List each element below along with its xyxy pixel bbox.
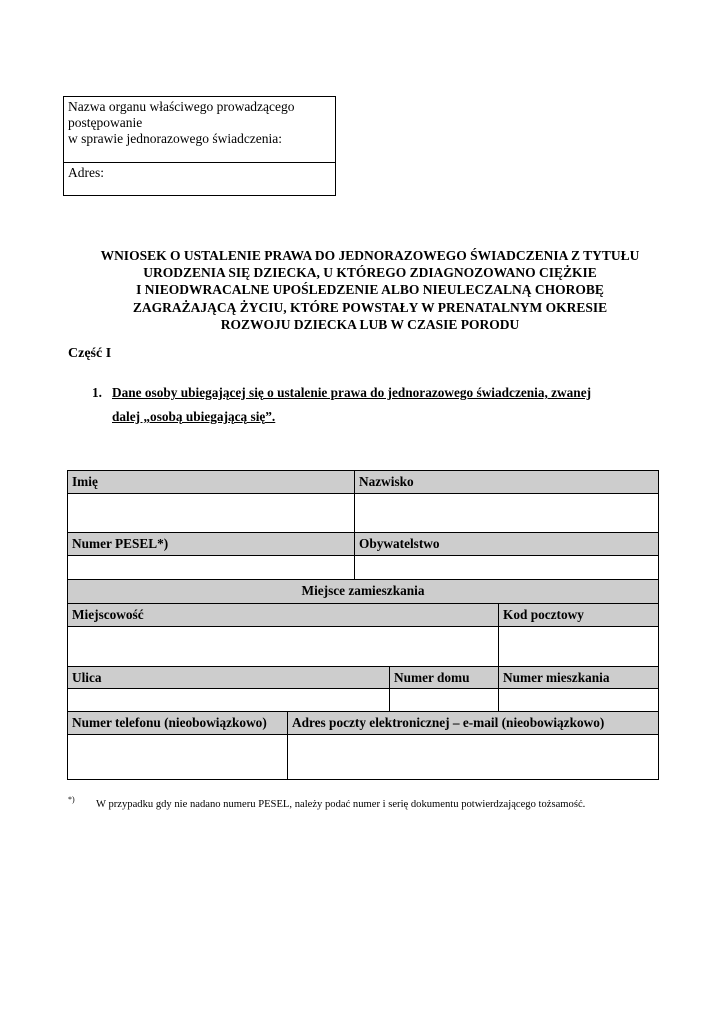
authority-name-line-2: postępowanie <box>68 115 143 130</box>
footnote-text: W przypadku gdy nie nadano numeru PESEL, należy podać numer i serię dokumentu potwierdzającego tożsamość. <box>96 799 586 810</box>
title-line-2: URODZENIA SIĘ DZIECKA, U KTÓREGO ZDIAGNOZOWANO CIĘŻKIE <box>143 265 597 281</box>
house-number-input[interactable] <box>389 688 499 712</box>
pesel-input[interactable] <box>67 555 355 580</box>
section-heading-line-2: dalej „osobą ubiegającą się”. <box>112 409 276 424</box>
phone-input[interactable] <box>67 734 288 780</box>
email-label: Adres poczty elektronicznej – e-mail (nieobowiązkowo) <box>287 711 659 735</box>
street-input[interactable] <box>67 688 390 712</box>
authority-address-field[interactable] <box>64 163 335 183</box>
email-input[interactable] <box>287 734 659 780</box>
form-title <box>40 247 700 333</box>
authority-box <box>63 96 336 196</box>
first-name-input[interactable] <box>67 493 355 533</box>
postal-code-input[interactable] <box>498 626 659 667</box>
section-number: 1. <box>92 385 102 400</box>
apartment-number-label: Numer mieszkania <box>498 666 659 689</box>
title-line-4: ZAGRAŻAJĄCĄ ŻYCIU, KTÓRE POWSTAŁY W PRENATALNYM OKRESIE <box>132 299 608 315</box>
citizenship-label: Obywatelstwo <box>354 532 659 556</box>
residence-header: Miejsce zamieszkania <box>67 579 659 604</box>
title-line-1: WNIOSEK O USTALENIE PRAWA DO JEDNORAZOWEGO ŚWIADCZENIA Z TYTUŁU <box>100 248 640 263</box>
pesel-label: Numer PESEL*) <box>67 532 355 556</box>
citizenship-input[interactable] <box>354 555 659 580</box>
authority-name-line-3: w sprawie jednorazowego świadczenia: <box>68 131 283 146</box>
street-label: Ulica <box>67 666 390 689</box>
part-label: Część I <box>68 346 112 361</box>
postal-code-label: Kod pocztowy <box>498 603 659 627</box>
authority-name-field[interactable] <box>64 97 335 163</box>
authority-name-line-1: Nazwa organu właściwego prowadzącego <box>68 99 295 114</box>
locality-label: Miejscowość <box>67 603 499 627</box>
surname-input[interactable] <box>354 493 659 533</box>
apartment-number-input[interactable] <box>498 688 659 712</box>
section-heading-line-1: Dane osoby ubiegającej się o ustalenie prawa do jednorazowego świadczenia, zwanej <box>112 385 592 400</box>
title-line-3: I NIEODWRACALNE UPOŚLEDZENIE ALBO NIEULECZALNĄ CHOROBĘ <box>136 282 604 298</box>
phone-label: Numer telefonu (nieobowiązkowo) <box>67 711 288 735</box>
applicant-form <box>67 470 659 780</box>
locality-input[interactable] <box>67 626 499 667</box>
authority-address-label: Adres: <box>68 165 104 180</box>
first-name-label: Imię <box>67 470 355 494</box>
house-number-label: Numer domu <box>389 666 499 689</box>
title-line-5: ROZWOJU DZIECKA LUB W CZASIE PORODU <box>220 316 520 332</box>
surname-label: Nazwisko <box>354 470 659 494</box>
footnote-mark: *) <box>68 795 75 804</box>
